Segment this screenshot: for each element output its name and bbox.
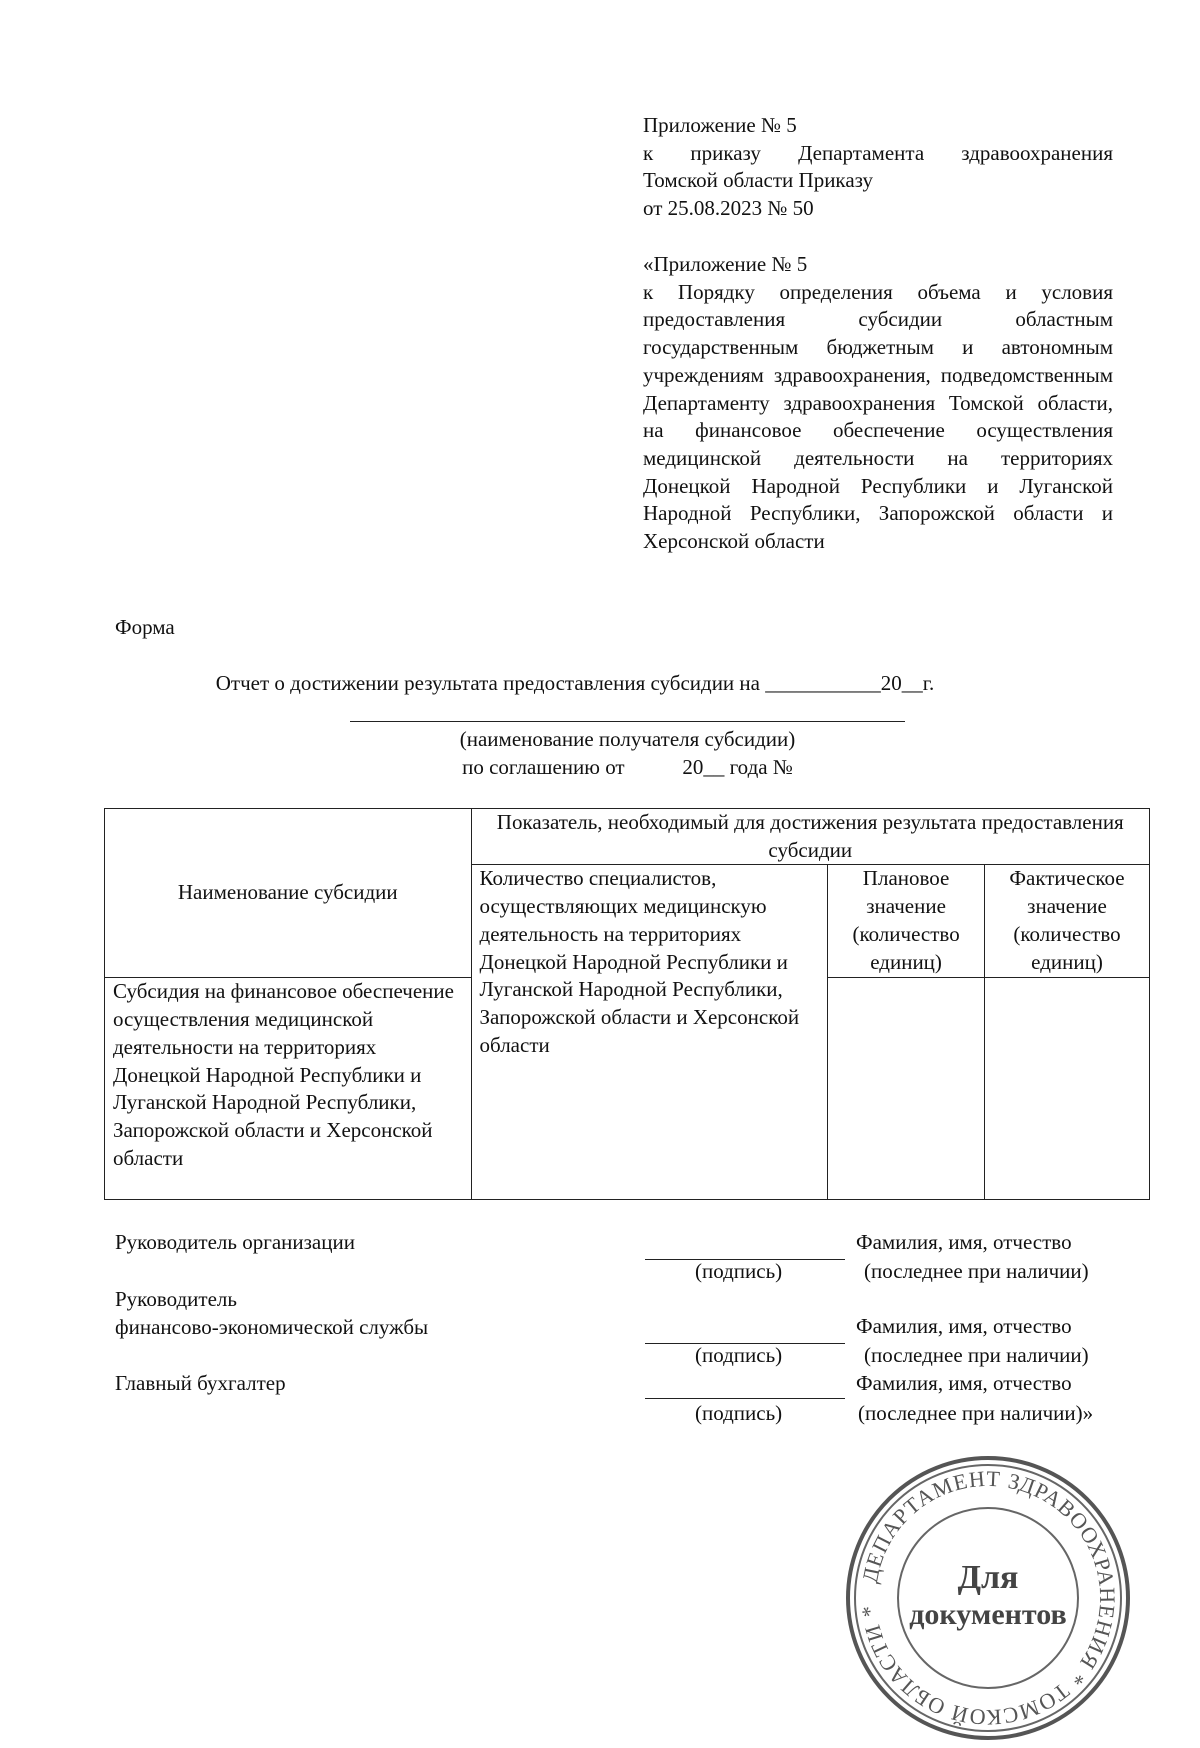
fio-label: Фамилия, имя, отчество [856, 1230, 1072, 1254]
planned-value-cell[interactable] [828, 978, 985, 1200]
signature-line[interactable] [645, 1398, 845, 1399]
recipient-underline [350, 721, 905, 722]
signature-role: Руководитель финансово-экономической службы [115, 1287, 429, 1339]
signature-caption: (подпись) [695, 1343, 783, 1367]
fio-note: (последнее при наличии) [864, 1259, 1089, 1283]
signature-caption: (подпись) [695, 1259, 783, 1283]
actual-value-cell[interactable] [985, 978, 1150, 1200]
quote-text: к Порядку определения объема и условия предоставления субсидии областным государственным бюджетным и автономным учреждениям здравоохранения, подведомственным Департаменту здравоохранения Томской области, на финансовое обеспечение осуществления медицинской деятельности на территориях Донецкой Народной Республики и Луганской Народной Республики, Запорожской области и Херсонской области [643, 279, 1113, 554]
header-planned: Плановое значение (количество единиц) [828, 865, 985, 978]
fio-note: (последнее при наличии)» [858, 1401, 1094, 1425]
subsidy-name: Субсидия на финансовое обеспечение осуществления медицинской деятельности на территориях Донецкой Народной Республики и Луганской Народной Республики, Запорожской области и Херсонской области [105, 978, 472, 1200]
header-indicator: Показатель, необходимый для достижения результата предоставления субсидии [471, 809, 1149, 865]
form-label: Форма [115, 615, 175, 639]
report-title: Отчет о достижении результата предоставления субсидии на ___________20__г. [215, 671, 935, 695]
stamp-center-line: Для [957, 1559, 1019, 1596]
fio-label: Фамилия, имя, отчество [856, 1371, 1072, 1395]
stamp-center-line: документов [909, 1598, 1067, 1631]
appendix-quote [643, 251, 1113, 556]
stamp-ring-text: ДЕПАРТАМЕНТ ЗДРАВООХРАНЕНИЯ * ТОМСКОЙ ОБЛАСТИ * [856, 1465, 1121, 1731]
recipient-caption: (наименование получателя субсидии) [459, 727, 796, 751]
signature-role: Главный бухгалтер [115, 1371, 286, 1395]
fio-note: (последнее при наличии) [864, 1343, 1089, 1367]
report-table [104, 808, 1150, 1200]
agreement-line: по соглашению от 20__ года № [462, 755, 793, 779]
header-actual: Фактическое значение (количество единиц) [985, 865, 1150, 978]
header-subsidy-name: Наименование субсидии [105, 809, 472, 978]
quote-title: «Приложение № 5 [643, 252, 808, 276]
fio-label: Фамилия, имя, отчество [856, 1314, 1072, 1338]
signature-role: Руководитель организации [115, 1230, 355, 1254]
header-line: Томской области Приказу [643, 168, 873, 193]
header-line: Приложение № 5 [643, 113, 797, 137]
appendix-header [643, 112, 1113, 223]
header-line: к приказу Департамента здравоохранения [643, 140, 1113, 165]
header-line: от 25.08.2023 № 50 [643, 196, 814, 221]
official-stamp [838, 1448, 1138, 1748]
signature-caption: (подпись) [695, 1401, 783, 1425]
indicator-name: Количество специалистов, осуществляющих медицинскую деятельность на территориях Донецкой Народной Республики и Луганской Народной Республики, Запорожской области и Херсонской области [471, 865, 828, 1200]
